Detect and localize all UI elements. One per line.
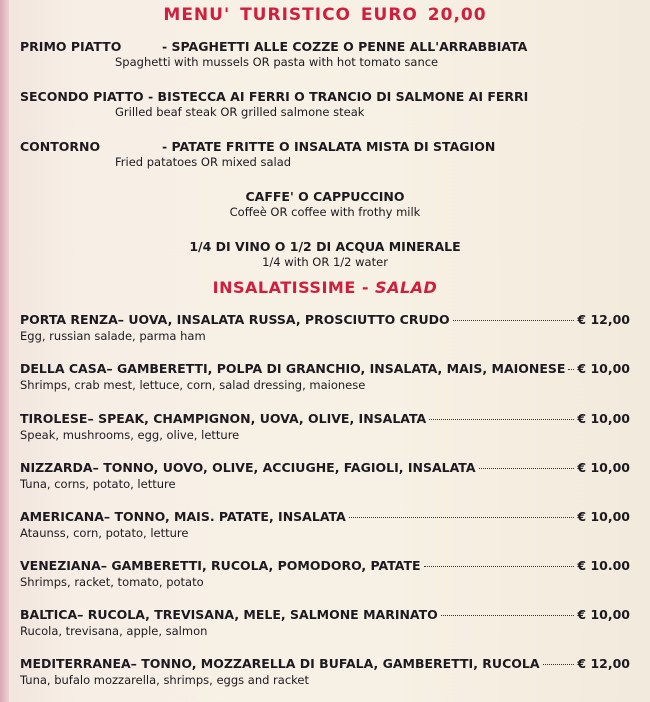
salad-item (20, 312, 630, 343)
salad-ingredients: – TONNO, MAIS. PATATE, INSALATA (103, 509, 346, 524)
course-translation: Grilled beaf steak OR grilled salmone steak (115, 105, 365, 119)
salad-item (20, 411, 630, 442)
salad-name: TIROLESE (20, 411, 88, 426)
course-contorno (20, 139, 640, 169)
salad-name: VENEZIANA (20, 558, 101, 573)
salad-price: € 10,00 (577, 411, 630, 426)
salad-translation: Tuna, corns, potato, letture (20, 477, 176, 491)
salad-translation: Shrimps, racket, tomato, potato (20, 575, 204, 589)
salad-ingredients: – RUCOLA, TREVISANA, MELE, SALMONE MARINATO (77, 607, 438, 622)
course-primo (20, 39, 640, 69)
salad-ingredients: – TONNO, UOVO, OLIVE, ACCIUGHE, FAGIOLI, INSALATA (92, 460, 476, 475)
salad-ingredients: – SPEAK, CHAMPIGNON, UOVA, OLIVE, INSALATA (87, 411, 427, 426)
salad-ingredients: – GAMBERETTI, RUCOLA, POMODORO, PATATE (100, 558, 421, 573)
salad-translation: Tuna, bufalo mozzarella, shrimps, eggs and racket (20, 673, 309, 687)
course-secondo (20, 89, 640, 119)
salad-price: € 10,00 (577, 460, 630, 475)
salad-name: AMERICANA (20, 509, 104, 524)
leader-dots (429, 419, 574, 420)
salad-name: MEDITERRANEA (20, 656, 131, 671)
leader-dots (424, 566, 575, 567)
salad-item (20, 656, 630, 687)
salad-translation: Egg, russian salade, parma ham (20, 329, 206, 343)
salad-ingredients: – TONNO, MOZZARELLA DI BUFALA, GAMBERETTI, RUCOLA (130, 656, 540, 671)
course-label: PRIMO PIATTO (20, 39, 122, 54)
salad-item (20, 460, 630, 491)
drink-label: CAFFE' O CAPPUCCINO (245, 189, 405, 204)
drink-coffee (0, 189, 650, 219)
salad-price: € 10,00 (577, 509, 630, 524)
salad-price: € 12,00 (577, 312, 630, 327)
salad-translation: Ataunss, corn, potato, letture (20, 526, 189, 540)
leader-dots (568, 369, 574, 370)
course-desc: - PATATE FRITTE O INSALATA MISTA DI STAGION (162, 139, 496, 154)
salad-ingredients: – UOVA, INSALATA RUSSA, PROSCIUTTO CRUDO (117, 312, 450, 327)
leader-dots (441, 615, 575, 616)
course-desc: - SPAGHETTI ALLE COZZE O PENNE ALL'ARRABBIATA (162, 39, 528, 54)
page-edge (0, 0, 9, 702)
leader-dots (479, 468, 575, 469)
salad-translation: Rucola, trevisana, apple, salmon (20, 624, 208, 638)
drink-label: 1/4 DI VINO O 1/2 DI ACQUA MINERALE (189, 239, 461, 254)
leader-dots (349, 517, 575, 518)
section-title-salads (0, 278, 650, 297)
salad-ingredients: – GAMBERETTI, POLPA DI GRANCHIO, INSALATA, MAIS, MAIONESE (106, 361, 566, 376)
salad-item (20, 558, 630, 589)
drink-translation: 1/4 with OR 1/2 water (262, 255, 388, 269)
course-desc: - BISTECCA AI FERRI O TRANCIO DI SALMONE AI FERRI (148, 89, 529, 104)
salad-translation: Shrimps, crab mest, lettuce, corn, salad dressing, maionese (20, 378, 366, 392)
section-title-english: SALAD (375, 278, 438, 297)
salad-price: € 12,00 (577, 656, 630, 671)
salad-translation: Speak, mushrooms, egg, olive, letture (20, 428, 240, 442)
course-label: SECONDO PIATTO (20, 89, 144, 104)
salad-item (20, 361, 630, 392)
drink-translation: Coffeè OR coffee with frothy milk (229, 205, 421, 219)
salad-price: € 10,00 (577, 607, 630, 622)
salad-name: DELLA CASA (20, 361, 107, 376)
salad-name: NIZZARDA (20, 460, 93, 475)
salad-item (20, 509, 630, 540)
section-title-italian: INSALATISSIME - (212, 278, 376, 297)
course-label: CONTORNO (20, 139, 101, 154)
salad-price: € 10,00 (577, 361, 630, 376)
course-translation: Spaghetti with mussels OR pasta with hot tomato sance (115, 55, 439, 69)
salad-item (20, 607, 630, 638)
menu-title: MENU' TURISTICO EURO 20,00 (163, 5, 487, 25)
salad-name: PORTA RENZA (20, 312, 118, 327)
leader-dots (543, 664, 575, 665)
salad-name: BALTICA (20, 607, 78, 622)
course-translation: Fried patatoes OR mixed salad (115, 155, 292, 169)
salad-price: € 10.00 (577, 558, 630, 573)
drink-wine-water (0, 239, 650, 269)
leader-dots (453, 320, 575, 321)
